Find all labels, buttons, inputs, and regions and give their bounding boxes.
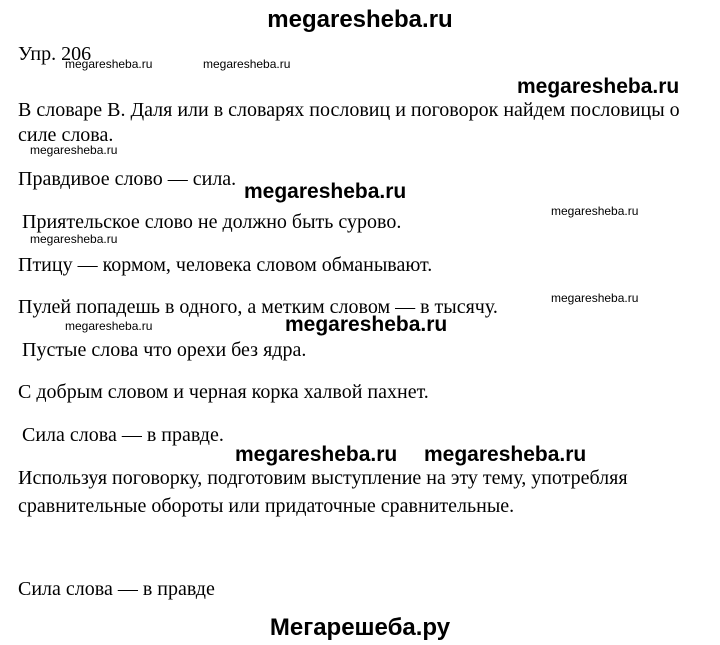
watermark: megaresheba.ru [285,313,448,336]
watermark: megaresheba.ru [65,319,153,333]
watermark: megaresheba.ru [551,204,639,218]
watermark: megaresheba.ru [203,57,291,71]
watermark: megaresheba.ru [424,443,587,466]
watermark: megaresheba.ru [30,143,118,157]
watermark: megaresheba.ru [551,291,639,305]
proverb-3: Птицу — кормом, человека словом обманывают. [18,254,433,276]
watermark: megaresheba.ru [65,57,153,71]
proverb-2: Приятельское слово не должно быть сурово. [22,211,402,233]
watermark: megaresheba.ru [244,180,407,203]
footer-site-title: Мегарешеба.ру [269,614,451,641]
exercise-title: Упр. 206 [18,43,92,65]
task-paragraph: Используя поговорку, подготовим выступление на эту тему, употребляя сравнительные обороты или придаточные сравнительные. [18,467,628,517]
proverb-7: Сила слова — в правде. [22,424,224,446]
watermark: megaresheba.ru [235,443,398,466]
intro-paragraph: В словаре В. Даля или в словарях пословиц и поговорок найдем пословицы о силе слова. [18,99,680,146]
watermark: megaresheba.ru [30,232,118,246]
watermark: megaresheba.ru [517,75,680,98]
header-site-title: megaresheba.ru [267,6,453,33]
proverb-6: С добрым словом и черная корка халвой пахнет. [18,381,429,403]
speech-title: Сила слова — в правде [18,578,215,600]
proverb-4: Пулей попадешь в одного, а метким словом — в тысячу. [18,296,498,318]
proverb-1: Правдивое слово — сила. [18,168,237,190]
proverb-5: Пустые слова что орехи без ядра. [22,339,307,361]
